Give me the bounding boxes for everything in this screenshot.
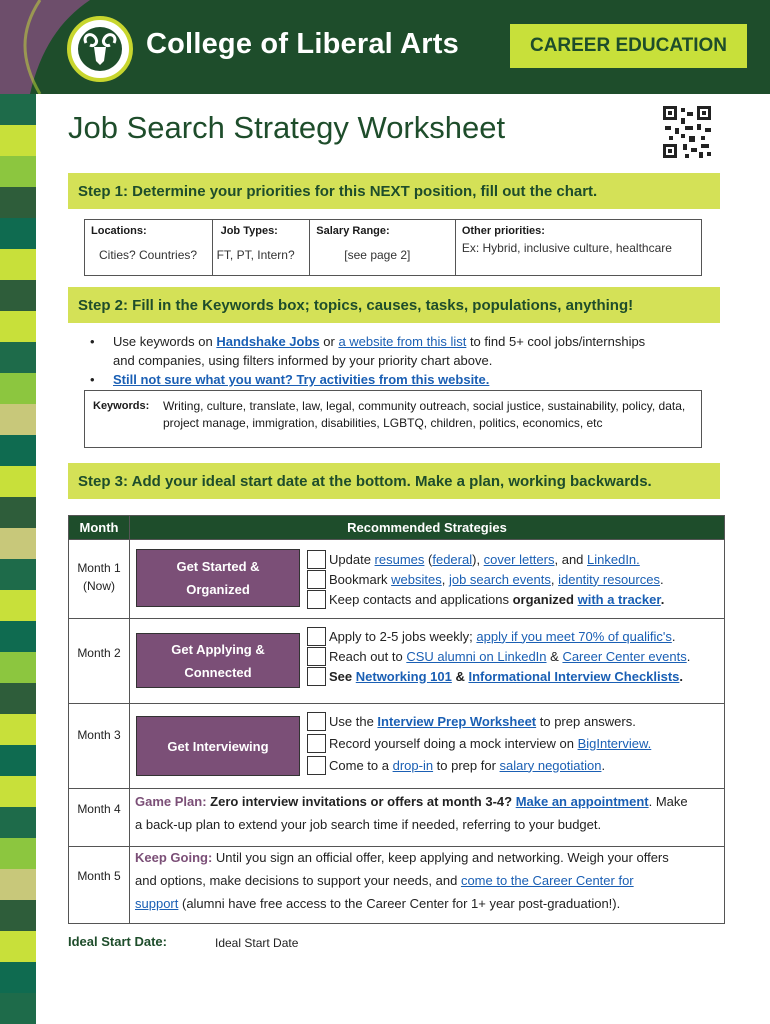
get-applying-connected-pill: Get Applying & Connected [136,633,300,688]
support-link[interactable]: support [135,896,179,911]
identity-resources-link[interactable]: identity resources [558,571,660,587]
networking-101-link[interactable]: Networking 101 [355,668,452,684]
left-color-stripe [0,94,36,1024]
salary-negotiation-link[interactable]: salary negotiation [499,757,602,773]
step2-heading: Step 2: Fill in the Keywords box; topics, causes, tasks, populations, anything! [68,287,720,323]
priority-cell-other[interactable] [456,220,701,275]
priorities-table [84,219,702,276]
tracker-link[interactable]: with a tracker [577,591,661,607]
priority-value: Cities? Countries? [99,248,198,262]
task-row: Come to a drop-in to prep for salary negotiation. [307,755,717,775]
month-1-label: Month 1 (Now) [77,561,121,593]
step3-heading: Step 3: Add your ideal start date at the bottom. Make a plan, working backwards. [68,463,720,499]
month-5-text: Keep Going: Until you sign an official offer, keep applying and networking. Weigh your offers and options, make decisions to support your needs, and come to the Career Center for support (alumni have free access to the Career Center for 1+ year post-graduation!). [135,850,669,911]
step2-bullets [90,332,710,389]
task-row: Update resumes (federal), cover letters, and LinkedIn. [307,549,717,569]
checkbox[interactable] [307,590,326,609]
drop-in-link[interactable]: drop-in [392,757,434,773]
ideal-start-date-field[interactable]: Ideal Start Date [215,936,299,950]
informational-interview-link[interactable]: Informational Interview Checklists [468,668,680,684]
career-center-events-link[interactable]: Career Center events [562,648,687,664]
priority-header: Locations: [91,225,147,237]
task-row: Bookmark websites, job search events, identity resources. [307,569,717,589]
career-center-link[interactable]: come to the Career Center for [460,873,634,888]
resumes-link[interactable]: resumes [374,551,425,567]
biginterview-link[interactable]: BigInterview. [577,735,652,751]
career-education-badge: CAREER EDUCATION [510,24,747,68]
task-row: Record yourself doing a mock interview on BigInterview. [307,733,717,753]
priority-header: Job Types: [220,225,278,237]
college-name: College of Liberal Arts [146,28,459,60]
checkbox[interactable] [307,570,326,589]
keywords-value: Writing, culture, translate, law, legal, community outreach, social justice, sustainability, policy, data, project manage, immigration, disabilities, LGBTQ, children, politics, economics, etc [163,399,686,430]
priority-value: [see page 2] [344,248,411,262]
checkbox[interactable] [307,627,326,646]
csu-alumni-link[interactable]: CSU alumni on LinkedIn [406,648,547,664]
priority-value: Ex: Hybrid, inclusive culture, healthcare [461,241,672,255]
websites-link[interactable]: websites [391,571,442,587]
get-started-organized-pill: Get Started & Organized [136,549,300,607]
ram-head-logo-icon [67,16,133,82]
page-header [0,0,770,94]
month-column-header: Month [69,516,129,539]
task-row: Reach out to CSU alumni on LinkedIn & Career Center events. [307,646,717,666]
month-4-label: Month 4 [77,802,121,816]
job-search-events-link[interactable]: job search events [448,571,551,587]
step1-heading: Step 1: Determine your priorities for this NEXT position, fill out the chart. [68,173,720,209]
task-row: See Networking 101 & Informational Interview Checklists. [307,666,717,686]
checkbox[interactable] [307,647,326,666]
priority-value: FT, PT, Intern? [216,248,295,262]
qualifications-link[interactable]: apply if you meet 70% of qualific's [476,628,672,644]
website-list-link[interactable]: a website from this list [338,334,467,349]
cover-letters-link[interactable]: cover letters [483,551,555,567]
month-3-label: Month 3 [77,728,121,742]
plan-table [68,515,725,924]
list-item: • Still not sure what you want? Try activities from this website. [90,372,490,387]
checkbox[interactable] [307,550,326,569]
task-row: Use the Interview Prep Worksheet to prep answers. [307,711,717,731]
priority-cell-salary[interactable] [310,220,456,275]
interview-prep-link[interactable]: Interview Prep Worksheet [377,713,537,729]
keywords-label: Keywords: [93,400,150,412]
priority-cell-locations[interactable] [85,220,213,275]
qr-code-icon[interactable] [661,104,713,160]
federal-link[interactable]: federal [432,551,473,567]
checkbox[interactable] [307,734,326,753]
month-3-tasks [307,711,717,775]
month-2-label: Month 2 [77,646,121,660]
task-row: Apply to 2-5 jobs weekly; apply if you meet 70% of qualific's. [307,626,717,646]
task-row: Keep contacts and applications organized with a tracker. [307,589,717,609]
linkedin-link[interactable]: LinkedIn. [587,551,640,567]
month-5-label: Month 5 [77,869,121,883]
activities-link[interactable]: Still not sure what you want? Try activities from this website. [113,372,490,387]
priority-header: Salary Range: [316,225,390,237]
month-4-text: Game Plan: Zero interview invitations or offers at month 3-4? Make an appointment. Make a back-up plan to extend your job search time if needed, referring to your budget. [135,794,688,832]
checkbox[interactable] [307,712,326,731]
make-appointment-link[interactable]: Make an appointment [515,794,649,809]
month-2-tasks [307,626,717,686]
ideal-start-date-label: Ideal Start Date: [68,934,167,949]
priority-cell-job-types[interactable] [213,220,311,275]
checkbox[interactable] [307,667,326,686]
get-interviewing-pill: Get Interviewing [136,716,300,776]
handshake-jobs-link[interactable]: Handshake Jobs [216,334,320,349]
keywords-box[interactable] [84,390,702,448]
month-1-tasks [307,549,717,609]
strategies-column-header: Recommended Strategies [130,516,724,539]
list-item: • Use keywords on Handshake Jobs or a website from this list to find 5+ cool jobs/internships and companies, using filters informed by your priority chart above. [90,334,646,368]
checkbox[interactable] [307,756,326,775]
page-title: Job Search Strategy Worksheet [68,110,506,145]
priority-header: Other priorities: [461,225,545,237]
